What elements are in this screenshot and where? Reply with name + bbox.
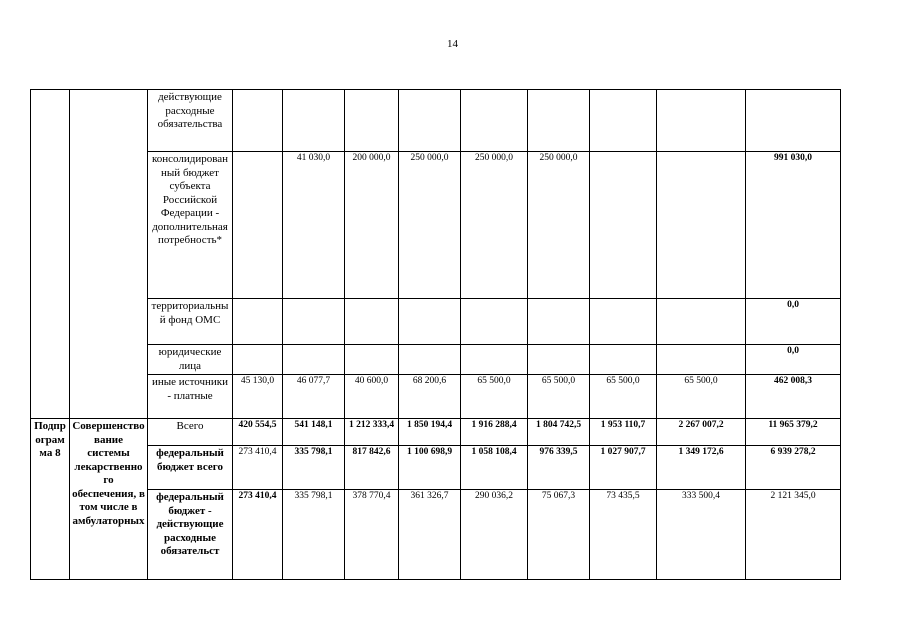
total-cell [746, 90, 841, 152]
value-cell: 420 554,5 [233, 419, 283, 446]
value-cell: 361 326,7 [399, 490, 461, 580]
value-cell: 541 148,1 [283, 419, 345, 446]
value-cell: 273 410,4 [233, 490, 283, 580]
value-cell: 1 027 907,7 [590, 446, 657, 490]
value-cell [657, 299, 746, 345]
value-cell: 335 798,1 [283, 490, 345, 580]
value-cell: 65 500,0 [657, 375, 746, 419]
value-cell: 65 500,0 [461, 375, 528, 419]
value-cell: 68 200,6 [399, 375, 461, 419]
value-cell [657, 90, 746, 152]
total-cell: 6 939 278,2 [746, 446, 841, 490]
value-cell [233, 299, 283, 345]
value-cell [283, 299, 345, 345]
value-cell [657, 345, 746, 375]
row-label: территориальный фонд ОМС [148, 299, 233, 345]
value-cell: 250 000,0 [399, 152, 461, 299]
value-cell [345, 345, 399, 375]
value-cell: 273 410,4 [233, 446, 283, 490]
value-cell: 290 036,2 [461, 490, 528, 580]
table-row [31, 152, 841, 299]
row-label: иные источники - платные [148, 375, 233, 419]
value-cell [233, 345, 283, 375]
value-cell [399, 299, 461, 345]
value-cell: 817 842,6 [345, 446, 399, 490]
value-cell [528, 299, 590, 345]
value-cell [590, 345, 657, 375]
value-cell: 2 267 007,2 [657, 419, 746, 446]
value-cell [461, 345, 528, 375]
value-cell [461, 90, 528, 152]
value-cell: 250 000,0 [528, 152, 590, 299]
table-row [31, 490, 841, 580]
value-cell: 1 850 194,4 [399, 419, 461, 446]
table-row [31, 345, 841, 375]
value-cell: 1 916 288,4 [461, 419, 528, 446]
total-cell: 0,0 [746, 299, 841, 345]
total-cell: 11 965 379,2 [746, 419, 841, 446]
value-cell: 1 212 333,4 [345, 419, 399, 446]
value-cell: 378 770,4 [345, 490, 399, 580]
table-row [31, 90, 841, 152]
value-cell: 40 600,0 [345, 375, 399, 419]
value-cell: 75 067,3 [528, 490, 590, 580]
table-row [31, 299, 841, 345]
value-cell: 200 000,0 [345, 152, 399, 299]
value-cell: 976 339,5 [528, 446, 590, 490]
row-label: действующие расходные обязательства [148, 90, 233, 152]
row-label: Всего [148, 419, 233, 446]
page-number: 14 [447, 38, 458, 50]
value-cell [345, 299, 399, 345]
value-cell [233, 152, 283, 299]
value-cell [590, 90, 657, 152]
value-cell [345, 90, 399, 152]
row-label: федеральный бюджет - действующие расходные обязательст [148, 490, 233, 580]
value-cell: 1 100 698,9 [399, 446, 461, 490]
value-cell [590, 152, 657, 299]
value-cell: 1 058 108,4 [461, 446, 528, 490]
total-cell: 2 121 345,0 [746, 490, 841, 580]
budget-table [30, 89, 841, 580]
value-cell [283, 90, 345, 152]
program-name-cell [70, 90, 148, 419]
value-cell: 73 435,5 [590, 490, 657, 580]
value-cell [399, 90, 461, 152]
program-type-cell [31, 90, 70, 419]
value-cell [657, 152, 746, 299]
value-cell [283, 345, 345, 375]
subprogram-name: Совершенствование системы лекарственного обеспечения, в том числе в амбулаторных [70, 419, 148, 580]
row-label: консолидированный бюджет субъекта Российской Федерации - дополнительная потребность* [148, 152, 233, 299]
value-cell: 65 500,0 [528, 375, 590, 419]
value-cell: 250 000,0 [461, 152, 528, 299]
total-cell: 462 008,3 [746, 375, 841, 419]
total-cell: 0,0 [746, 345, 841, 375]
value-cell [233, 90, 283, 152]
value-cell: 1 349 172,6 [657, 446, 746, 490]
value-cell [528, 90, 590, 152]
table-row [31, 375, 841, 419]
value-cell [528, 345, 590, 375]
value-cell [590, 299, 657, 345]
table-row [31, 419, 841, 446]
value-cell: 335 798,1 [283, 446, 345, 490]
value-cell: 46 077,7 [283, 375, 345, 419]
value-cell: 1 953 110,7 [590, 419, 657, 446]
row-label: федеральный бюджет всего [148, 446, 233, 490]
value-cell: 65 500,0 [590, 375, 657, 419]
value-cell: 45 130,0 [233, 375, 283, 419]
total-cell: 991 030,0 [746, 152, 841, 299]
row-label: юридические лица [148, 345, 233, 375]
value-cell [461, 299, 528, 345]
value-cell: 1 804 742,5 [528, 419, 590, 446]
subprogram-type: Подпрограмма 8 [31, 419, 70, 580]
value-cell [399, 345, 461, 375]
value-cell: 41 030,0 [283, 152, 345, 299]
table-row [31, 446, 841, 490]
value-cell: 333 500,4 [657, 490, 746, 580]
